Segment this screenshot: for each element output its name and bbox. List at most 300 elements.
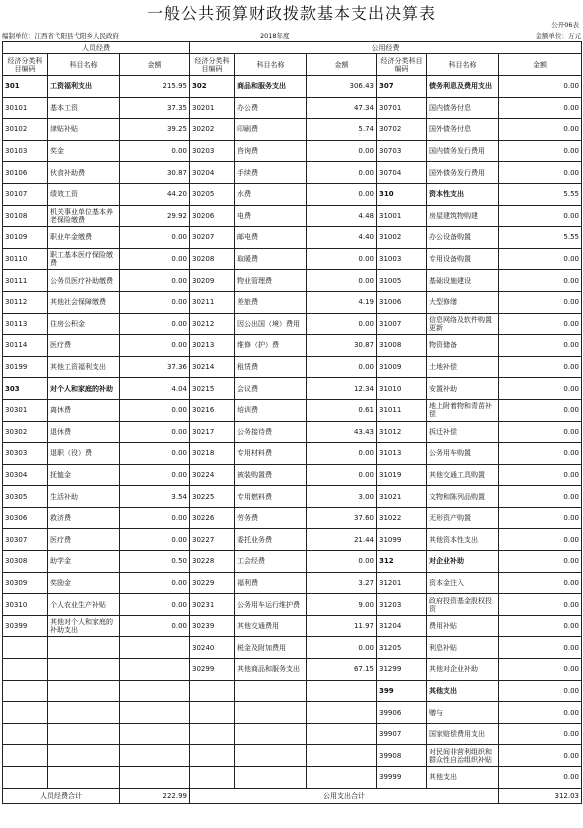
table-row <box>3 97 582 119</box>
name-cell: 公务员医疗补助缴费 <box>48 270 120 292</box>
code-cell: 31001 <box>377 205 427 227</box>
amount-cell: 30.87 <box>307 335 377 357</box>
amount-cell: 9.00 <box>307 594 377 616</box>
amount-cell: 0.00 <box>307 443 377 465</box>
table-row <box>3 183 582 205</box>
code-cell: 30206 <box>190 205 235 227</box>
table-row <box>3 767 582 789</box>
code-cell: 30308 <box>3 551 48 573</box>
name-cell: 国家赔偿费用支出 <box>427 723 499 745</box>
amount-cell: 0.00 <box>307 140 377 162</box>
table-row <box>3 291 582 313</box>
amount-cell: 0.00 <box>120 615 190 637</box>
name-cell: 助学金 <box>48 551 120 573</box>
code-cell: 31006 <box>377 291 427 313</box>
name-cell: 拆迁补偿 <box>427 421 499 443</box>
amount-cell: 43.43 <box>307 421 377 443</box>
name-cell: 专用设备购置 <box>427 248 499 270</box>
code-cell: 30202 <box>190 119 235 141</box>
table-row <box>3 486 582 508</box>
name-cell: 职工基本医疗保险缴费 <box>48 248 120 270</box>
table-row <box>3 615 582 637</box>
amount-cell: 0.00 <box>499 399 582 421</box>
name-cell: 公务接待费 <box>235 421 307 443</box>
name-cell: 对企业补助 <box>427 551 499 573</box>
amount-cell: 0.00 <box>499 745 582 767</box>
amount-cell: 12.34 <box>307 378 377 400</box>
name-cell: 其他支出 <box>427 767 499 789</box>
amount-cell: 29.92 <box>120 205 190 227</box>
code-cell: 30310 <box>3 594 48 616</box>
name-cell: 维修（护）费 <box>235 335 307 357</box>
amount-cell: 0.00 <box>307 356 377 378</box>
table-row <box>3 205 582 227</box>
code-cell: 30201 <box>190 97 235 119</box>
amount-cell: 0.00 <box>499 702 582 724</box>
header-name: 科目名称 <box>235 54 307 76</box>
code-cell <box>3 702 48 724</box>
amount-cell: 0.00 <box>499 615 582 637</box>
name-cell: 离休费 <box>48 399 120 421</box>
amount-cell: 47.34 <box>307 97 377 119</box>
table-row <box>3 248 582 270</box>
table-row <box>3 378 582 400</box>
amount-cell <box>307 680 377 702</box>
code-cell: 30227 <box>190 529 235 551</box>
amount-cell: 0.00 <box>120 313 190 335</box>
code-cell: 31008 <box>377 335 427 357</box>
amount-cell: 39.25 <box>120 119 190 141</box>
table-row <box>3 227 582 249</box>
code-cell: 30307 <box>3 529 48 551</box>
amount-cell: 0.00 <box>120 443 190 465</box>
name-cell: 奖励金 <box>48 572 120 594</box>
code-cell: 30212 <box>190 313 235 335</box>
table-row <box>3 723 582 745</box>
amount-cell: 67.15 <box>307 659 377 681</box>
report-year: 2018年度 <box>260 32 290 40</box>
name-cell: 专用燃料费 <box>235 486 307 508</box>
name-cell: 会议费 <box>235 378 307 400</box>
budget-table <box>2 41 582 804</box>
table-row <box>3 399 582 421</box>
amount-cell <box>307 702 377 724</box>
code-cell: 31002 <box>377 227 427 249</box>
name-cell: 其他商品和服务支出 <box>235 659 307 681</box>
header-code: 经济分类科目编码 <box>377 54 427 76</box>
name-cell <box>235 767 307 789</box>
code-cell: 30225 <box>190 486 235 508</box>
code-cell: 30217 <box>190 421 235 443</box>
code-cell: 31203 <box>377 594 427 616</box>
code-cell: 30205 <box>190 183 235 205</box>
table-row <box>3 119 582 141</box>
code-cell: 30703 <box>377 140 427 162</box>
code-cell: 30218 <box>190 443 235 465</box>
code-cell: 30204 <box>190 162 235 184</box>
code-cell: 399 <box>377 680 427 702</box>
amount-cell: 0.00 <box>307 270 377 292</box>
amount-cell: 0.00 <box>120 291 190 313</box>
code-cell: 31005 <box>377 270 427 292</box>
name-cell: 土地补偿 <box>427 356 499 378</box>
code-cell: 30111 <box>3 270 48 292</box>
amount-cell: 0.00 <box>120 227 190 249</box>
code-cell: 31009 <box>377 356 427 378</box>
code-cell: 301 <box>3 76 48 98</box>
name-cell <box>48 637 120 659</box>
amount-cell <box>120 723 190 745</box>
table-row <box>3 313 582 335</box>
name-cell: 政府投资基金股权投资 <box>427 594 499 616</box>
amount-cell: 0.00 <box>499 76 582 98</box>
amount-cell <box>120 767 190 789</box>
code-cell: 30304 <box>3 464 48 486</box>
code-cell: 30305 <box>3 486 48 508</box>
amount-cell: 0.00 <box>499 162 582 184</box>
name-cell: 国内债务发行费用 <box>427 140 499 162</box>
amount-cell <box>307 767 377 789</box>
amount-cell: 0.61 <box>307 399 377 421</box>
amount-cell: 0.00 <box>307 313 377 335</box>
code-cell: 30303 <box>3 443 48 465</box>
code-cell: 31007 <box>377 313 427 335</box>
code-cell: 31021 <box>377 486 427 508</box>
code-cell <box>3 723 48 745</box>
code-cell: 31019 <box>377 464 427 486</box>
amount-cell: 0.00 <box>307 162 377 184</box>
personnel-total-label: 人员经费合计 <box>3 788 120 803</box>
amount-cell <box>120 637 190 659</box>
name-cell: 住房公积金 <box>48 313 120 335</box>
code-cell: 30199 <box>3 356 48 378</box>
code-cell: 31299 <box>377 659 427 681</box>
group-header-public: 公用经费 <box>190 42 582 54</box>
personnel-total-value: 222.99 <box>120 788 190 803</box>
code-cell: 30203 <box>190 140 235 162</box>
name-cell: 手续费 <box>235 162 307 184</box>
name-cell: 取暖费 <box>235 248 307 270</box>
header-amount: 金额 <box>499 54 582 76</box>
amount-cell: 11.97 <box>307 615 377 637</box>
code-cell: 31201 <box>377 572 427 594</box>
code-cell: 30216 <box>190 399 235 421</box>
name-cell: 福利费 <box>235 572 307 594</box>
amount-cell: 5.55 <box>499 183 582 205</box>
column-header-row <box>3 54 582 76</box>
code-cell: 39908 <box>377 745 427 767</box>
code-cell: 30101 <box>3 97 48 119</box>
compiling-unit: 编制单位：江西省弋阳县弋阳乡人民政府 <box>2 32 119 40</box>
name-cell: 其他工资福利支出 <box>48 356 120 378</box>
amount-cell: 0.00 <box>307 248 377 270</box>
name-cell: 房屋建筑物购建 <box>427 205 499 227</box>
amount-cell: 0.00 <box>499 443 582 465</box>
table-row <box>3 594 582 616</box>
code-cell: 30102 <box>3 119 48 141</box>
table-row <box>3 745 582 767</box>
amount-cell: 44.20 <box>120 183 190 205</box>
code-cell: 30107 <box>3 183 48 205</box>
amount-cell: 0.00 <box>499 551 582 573</box>
code-cell: 39907 <box>377 723 427 745</box>
code-cell: 30213 <box>190 335 235 357</box>
amount-cell: 0.00 <box>120 529 190 551</box>
name-cell: 文物和陈列品购置 <box>427 486 499 508</box>
name-cell: 退职（役）费 <box>48 443 120 465</box>
name-cell <box>235 702 307 724</box>
name-cell: 其他对企业补助 <box>427 659 499 681</box>
code-cell: 30113 <box>3 313 48 335</box>
code-cell: 312 <box>377 551 427 573</box>
code-cell: 39906 <box>377 702 427 724</box>
code-cell: 30301 <box>3 399 48 421</box>
table-row <box>3 443 582 465</box>
name-cell: 无形资产购置 <box>427 507 499 529</box>
code-cell: 31012 <box>377 421 427 443</box>
name-cell <box>48 767 120 789</box>
name-cell: 国内债务付息 <box>427 97 499 119</box>
amount-cell: 0.00 <box>499 421 582 443</box>
code-cell: 31205 <box>377 637 427 659</box>
table-row <box>3 464 582 486</box>
header-code: 经济分类科目编码 <box>3 54 48 76</box>
name-cell: 税金及附加费用 <box>235 637 307 659</box>
name-cell: 费用补贴 <box>427 615 499 637</box>
code-cell: 30228 <box>190 551 235 573</box>
amount-cell: 21.44 <box>307 529 377 551</box>
name-cell: 基础设施建设 <box>427 270 499 292</box>
name-cell <box>48 680 120 702</box>
amount-cell: 3.54 <box>120 486 190 508</box>
name-cell: 其他对个人和家庭的补助支出 <box>48 615 120 637</box>
code-cell <box>3 767 48 789</box>
code-cell <box>3 659 48 681</box>
amount-cell: 0.00 <box>120 507 190 529</box>
code-cell: 30214 <box>190 356 235 378</box>
code-cell: 39999 <box>377 767 427 789</box>
code-cell <box>190 723 235 745</box>
amount-cell: 0.00 <box>120 572 190 594</box>
code-cell: 31204 <box>377 615 427 637</box>
header-code: 经济分类科目编码 <box>190 54 235 76</box>
name-cell <box>48 659 120 681</box>
code-cell <box>190 745 235 767</box>
name-cell: 机关事业单位基本养老保险缴费 <box>48 205 120 227</box>
name-cell: 抚恤金 <box>48 464 120 486</box>
code-cell: 30702 <box>377 119 427 141</box>
name-cell: 因公出国（境）费用 <box>235 313 307 335</box>
amount-cell: 0.00 <box>499 97 582 119</box>
code-cell: 30103 <box>3 140 48 162</box>
amount-cell: 0.00 <box>499 335 582 357</box>
amount-cell: 0.00 <box>499 723 582 745</box>
amount-cell: 0.00 <box>499 205 582 227</box>
name-cell <box>48 745 120 767</box>
amount-cell: 0.00 <box>120 594 190 616</box>
amount-cell: 3.00 <box>307 486 377 508</box>
amount-cell: 0.00 <box>499 464 582 486</box>
name-cell: 办公费 <box>235 97 307 119</box>
name-cell: 大型修缮 <box>427 291 499 313</box>
code-cell: 30231 <box>190 594 235 616</box>
table-row <box>3 270 582 292</box>
table-row <box>3 529 582 551</box>
table-row <box>3 551 582 573</box>
code-cell: 31013 <box>377 443 427 465</box>
name-cell: 办公设备购置 <box>427 227 499 249</box>
amount-cell <box>307 745 377 767</box>
amount-cell: 0.00 <box>499 767 582 789</box>
code-cell <box>190 767 235 789</box>
code-cell: 30114 <box>3 335 48 357</box>
code-cell: 30215 <box>190 378 235 400</box>
code-cell: 30112 <box>3 291 48 313</box>
code-cell: 30110 <box>3 248 48 270</box>
header-name: 科目名称 <box>48 54 120 76</box>
code-cell: 30306 <box>3 507 48 529</box>
header-amount: 金额 <box>120 54 190 76</box>
code-cell <box>190 702 235 724</box>
table-row <box>3 140 582 162</box>
name-cell: 对个人和家庭的补助 <box>48 378 120 400</box>
amount-cell: 4.48 <box>307 205 377 227</box>
name-cell: 津贴补贴 <box>48 119 120 141</box>
code-cell: 30209 <box>190 270 235 292</box>
code-cell: 310 <box>377 183 427 205</box>
name-cell: 其他社会保障缴费 <box>48 291 120 313</box>
code-cell: 30229 <box>190 572 235 594</box>
code-cell <box>3 680 48 702</box>
header-name: 科目名称 <box>427 54 499 76</box>
amount-cell: 0.00 <box>307 464 377 486</box>
name-cell: 商品和服务支出 <box>235 76 307 98</box>
code-cell: 31010 <box>377 378 427 400</box>
amount-cell <box>120 680 190 702</box>
amount-cell: 0.00 <box>307 551 377 573</box>
code-cell: 30240 <box>190 637 235 659</box>
amount-cell: 0.00 <box>120 421 190 443</box>
code-cell: 30211 <box>190 291 235 313</box>
name-cell: 培训费 <box>235 399 307 421</box>
name-cell: 资本性支出 <box>427 183 499 205</box>
report-title: 一般公共预算财政拨款基本支出决算表 <box>146 4 436 23</box>
amount-cell: 0.00 <box>499 659 582 681</box>
amount-cell: 37.35 <box>120 97 190 119</box>
name-cell: 国外债务发行费用 <box>427 162 499 184</box>
name-cell: 水费 <box>235 183 307 205</box>
name-cell: 奖金 <box>48 140 120 162</box>
table-row <box>3 702 582 724</box>
amount-cell: 0.00 <box>120 270 190 292</box>
code-cell <box>3 637 48 659</box>
amount-cell: 0.00 <box>499 680 582 702</box>
code-cell: 31022 <box>377 507 427 529</box>
name-cell: 退休费 <box>48 421 120 443</box>
amount-cell: 4.19 <box>307 291 377 313</box>
code-cell: 30309 <box>3 572 48 594</box>
name-cell: 专用材料费 <box>235 443 307 465</box>
code-cell: 30299 <box>190 659 235 681</box>
amount-cell: 30.87 <box>120 162 190 184</box>
amount-cell: 0.00 <box>499 637 582 659</box>
code-cell: 31011 <box>377 399 427 421</box>
name-cell: 国外债务付息 <box>427 119 499 141</box>
table-row <box>3 507 582 529</box>
table-row <box>3 572 582 594</box>
table-row <box>3 659 582 681</box>
code-cell: 30208 <box>190 248 235 270</box>
name-cell: 工资福利支出 <box>48 76 120 98</box>
name-cell: 电费 <box>235 205 307 227</box>
amount-cell <box>120 745 190 767</box>
name-cell: 其他交通费用 <box>235 615 307 637</box>
amount-cell <box>120 659 190 681</box>
money-unit: 金额单位：万元 <box>535 32 581 40</box>
amount-cell: 0.00 <box>499 486 582 508</box>
name-cell: 资本金注入 <box>427 572 499 594</box>
amount-cell: 37.36 <box>120 356 190 378</box>
code-cell: 30701 <box>377 97 427 119</box>
code-cell: 307 <box>377 76 427 98</box>
name-cell: 医疗费 <box>48 529 120 551</box>
name-cell: 邮电费 <box>235 227 307 249</box>
table-row <box>3 637 582 659</box>
name-cell: 劳务费 <box>235 507 307 529</box>
amount-cell: 0.00 <box>499 291 582 313</box>
amount-cell: 3.27 <box>307 572 377 594</box>
name-cell <box>48 723 120 745</box>
amount-cell: 0.00 <box>120 335 190 357</box>
name-cell: 差旅费 <box>235 291 307 313</box>
code-cell: 30109 <box>3 227 48 249</box>
name-cell: 绩效工资 <box>48 183 120 205</box>
name-cell: 基本工资 <box>48 97 120 119</box>
amount-cell: 0.00 <box>499 356 582 378</box>
name-cell: 债务利息及费用支出 <box>427 76 499 98</box>
header-amount: 金额 <box>307 54 377 76</box>
name-cell: 其他交通工具购置 <box>427 464 499 486</box>
table-row <box>3 335 582 357</box>
report-meta-row <box>2 31 581 41</box>
amount-cell: 0.00 <box>499 313 582 335</box>
amount-cell: 0.00 <box>307 637 377 659</box>
name-cell: 工会经费 <box>235 551 307 573</box>
name-cell <box>235 680 307 702</box>
name-cell: 被装购置费 <box>235 464 307 486</box>
name-cell: 赠与 <box>427 702 499 724</box>
amount-cell: 4.40 <box>307 227 377 249</box>
form-number: 公开06表 <box>551 21 579 29</box>
code-cell: 30226 <box>190 507 235 529</box>
code-cell: 30224 <box>190 464 235 486</box>
amount-cell: 0.00 <box>499 140 582 162</box>
group-header-personnel: 人员经费 <box>3 42 190 54</box>
table-row <box>3 680 582 702</box>
name-cell <box>235 723 307 745</box>
amount-cell: 0.00 <box>499 378 582 400</box>
code-cell: 302 <box>190 76 235 98</box>
code-cell <box>190 680 235 702</box>
name-cell: 地上附着物和青苗补偿 <box>427 399 499 421</box>
name-cell: 个人农业生产补贴 <box>48 594 120 616</box>
name-cell: 物业管理费 <box>235 270 307 292</box>
amount-cell <box>307 723 377 745</box>
totals-row <box>3 788 582 803</box>
code-cell: 30399 <box>3 615 48 637</box>
code-cell: 30302 <box>3 421 48 443</box>
code-cell: 30106 <box>3 162 48 184</box>
